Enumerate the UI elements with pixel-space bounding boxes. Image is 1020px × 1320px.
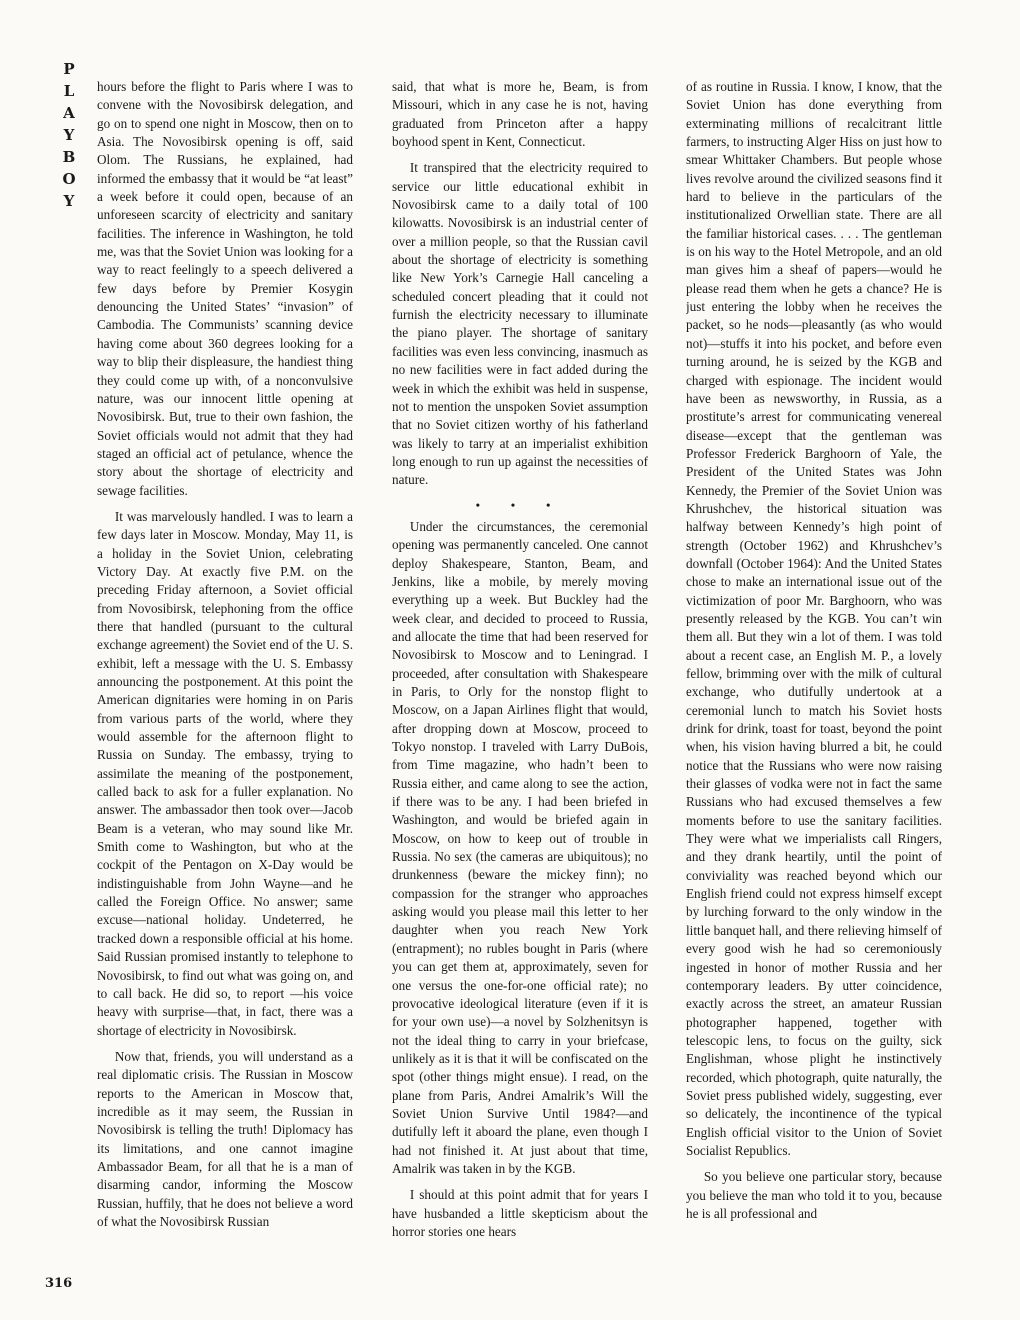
paragraph: I should at this point admit that for years I have husbanded a little skepticism about the horror stories one hears <box>392 1187 648 1239</box>
article-column-1 <box>97 78 353 1300</box>
paragraph-gap <box>97 500 353 508</box>
masthead-letter: O <box>62 170 76 188</box>
paragraph: So you believe one particular story, because you believe the man who told it to you, because he is all professional and <box>686 1169 942 1221</box>
paragraph: Now that, friends, you will understand as a real diplomatic crisis. The Russian in Moscow reports to the American in Moscow that, incredible as it may seem, the Russian in Novosibirsk is telling the truth! Diplomacy has its limitations, and one cannot imagine Ambassador Beam, for all that he is a man of disarming candor, informing the Moscow Russian, huffily, that he does not believe a word of what the Novosibirsk Russian <box>97 1048 353 1229</box>
masthead-letter: A <box>63 104 75 122</box>
paragraph: of as routine in Russia. I know, I know, that the Soviet Union has done everything from exterminating millions of recalcitrant little farmers, to instructing Alger Hiss on just how to smear Whittaker Chambers. But people whose lives revolve around the civilized seasons find it hard to believe in the particulars of the institutionalized Orwellian state. There are all the familiar historical cases. . . . The gentleman is on his way to the Hotel Metropole, and an old man gives him a sheaf of papers—would he please read them when he gets a chance? He is just entering the lobby when he receives the packet, so he nods—pleasantly (as who would not)—stuffs it into his pocket, and before even turning around, he is seized by the KGB and charged with espionage. The incident would have been as newsworthy, in Russia, as a prostitute’s arrest for communicating venereal disease—except that the gentleman was Professor Frederick Barghoorn of Yale, the President of the United States was John Kennedy, the Premier of the Soviet Union was Khrushchev, the historical situation was halfway between Kennedy’s high point of strength (October 1962) and Khrushchev’s downfall (October 1964): And the United States chose to make an international issue out of the victimization of poor Mr. Barghoorn, who was presently released by the KGB. You can’t win them all. But they win a lot of them. I was told about a recent case, an English M. P., a lovely fellow, brimming over with the milk of cultural exchange, who dutifully undertook at a ceremonial lunch to match his Soviet hosts drink for drink, toast for toast, beyond the point when, his vision having blurred a bit, he could notice that the Russians who were now raising their glasses of vodka were not in fact the same Russians who had excused themselves a few moments before to use the sanitary facilities. They were what we imperialists call Ringers, and they drank heartily, until the point of conviviality was reached beyond which our English friend could not express himself except by lurching forward to the only window in the little banquet hall, and there relieving himself of every good wish he had so ceremoniously ingested in honor of mother Russia and her contemporary leaders. By utter coincidence, exactly across the street, an amateur Russian photographer happened, together with telescopic lens, to focus on the guilty, sick Englishman, whose plight he instinctively recorded, which photograph, quite naturally, the Soviet press published widely, suggesting, ever so delicately, the incontinence of the typical English official visitor to the Union of Soviet Socialist Republics. <box>686 79 942 1158</box>
paragraph: It transpired that the electricity required to service our little educational exhibit in Novosibirsk came to a daily total of 100 kilowatts. Novosibirsk is an industrial center of over a million people, so that the Russian cavil about the shortage of electricity is something like New York’s Carnegie Hall canceling a scheduled concert pleading that it could not furnish the electricity necessary to illuminate the piano player. The shortage of sanitary facilities was even less convincing, inasmuch as no new facilities were in fact added during the week in which the exhibit was held in suspense, not to mention the unspoken Soviet assumption that no Soviet citizen worthy of his fatherland was likely to tarry at an imperialist exhibition long enough to run up against the necessities of nature. <box>392 160 648 488</box>
article-column-2 <box>392 78 648 1300</box>
paragraph: said, that what is more he, Beam, is from Missouri, which in any case he is not, having graduated from Princeton after a happy boyhood spent in Kent, Connecticut. <box>392 79 648 150</box>
paragraph-gap <box>97 1040 353 1048</box>
masthead-letter: L <box>63 82 75 100</box>
paragraph: hours before the flight to Paris where I was to convene with the Novosibirsk delegation, and go on to spend one night in Moscow, then on to Asia. The Novosibirsk opening is off, said Olom. The Russians, he explained, had informed the embassy that it would be “at least” a week before it could open, because of an unforeseen scarcity of electricity and sanitary facilities. The inference in Washington, he told me, was that the Soviet Union was looking for a way to react feelingly to a speech delivered a few days before by Premier Kosygin denouncing the United States’ “invasion” of Cambodia. The Communists’ scanning device having come about 360 degrees looking for a way to blip their displeasure, the handiest thing they could come up with, of a nonconvulsive nature, was our innocent little opening at Novosibirsk. But, true to their own fashion, the Soviet officials would not admit that they had staged an official act of petulance, whence the story about the shortage of electricity and sewage facilities. <box>97 79 353 498</box>
paragraph-gap <box>392 151 648 159</box>
paragraph-gap <box>392 1178 648 1186</box>
masthead <box>56 58 82 212</box>
masthead-letter: B <box>62 148 76 166</box>
paragraph-gap <box>686 1160 942 1168</box>
article-column-3 <box>686 78 942 1300</box>
page-number: 316 <box>45 1276 73 1291</box>
section-separator: • • • <box>475 497 565 512</box>
masthead-letter: P <box>63 60 75 78</box>
paragraph: It was marvelously handled. I was to learn a few days later in Moscow. Monday, May 11, is a holiday in the Soviet Union, celebrating Victory Day. At exactly five P.M. on the preceding Friday afternoon, a Soviet official from Novosibirsk, telephoning from the office there that handled (pursuant to the cultural exchange agreement) the Soviet end of the U. S. exhibit, left a message with the U. S. Embassy announcing the postponement. At this point the American dignitaries were homing in on Paris from various parts of the world, where they would assemble for the afternoon flight to Russia on Sunday. The embassy, trying to assimilate the meaning of the postponement, called back to ask for a fuller explanation. No answer. The ambassador then took over—Jacob Beam is a veteran, who may sound like Mr. Smith come to Washington, but who at the cockpit of the Pentagon on X-Day would be indistinguishable from John Wayne—and he called the Foreign Office. No answer; same excuse—national holiday. Undeterred, he tracked down a responsible official at his home. Said Russian promised instantly to telephone to Novosibirsk, to find out what was going on, and to call back. He did so, to report —his voice heavy with surprise—that, in fact, there was a shortage of electricity in Novosibirsk. <box>97 508 353 1038</box>
masthead-letter: Y <box>63 192 75 210</box>
paragraph: Under the circumstances, the ceremonial opening was permanently canceled. One cannot deploy Shakespeare, Stanton, Beam, and Jenkins, like a mobile, by merely moving everything up a week. But Buckley had the week clear, and decided to proceed to Russia, and allocate the time that had been reserved for Novosibirsk to Moscow and to Leningrad. I proceeded, after consultation with Shakespeare in Paris, to Orly for the nonstop flight to Moscow, on a Japan Airlines flight that would, after dropping down at Moscow, proceed to Tokyo nonstop. I traveled with Larry DuBois, from Time magazine, who hadn’t been to Russia either, and came along to see the action, if there was to be any. I had been briefed in Washington, and would be briefed again in Moscow, on how to keep out of trouble in Russia. No sex (the cameras are ubiquitous); no drunkenness (beware the mickey finn); no compassion for the stranger who approaches asking would you please mail this letter to her daughter when you reach New York (entrapment); no rubles bought in Paris (where you can get them at, approximately, seven for one versus the one-for-one official rate); no provocative ideological literature (even if it is for your own use)—a novel by Solzhenitsyn is not the ideal thing to carry in your briefcase, unlikely as it is that it will be confiscated on the spot (other things might ensue). I read, on the plane from Paris, Andrei Amalrik’s Will the Soviet Union Survive Until 1984?—and dutifully left it aboard the plane, even though I had not finished it. At just about that time, Amalrik was taken in by the KGB. <box>392 518 648 1176</box>
masthead-letter: Y <box>63 126 75 144</box>
